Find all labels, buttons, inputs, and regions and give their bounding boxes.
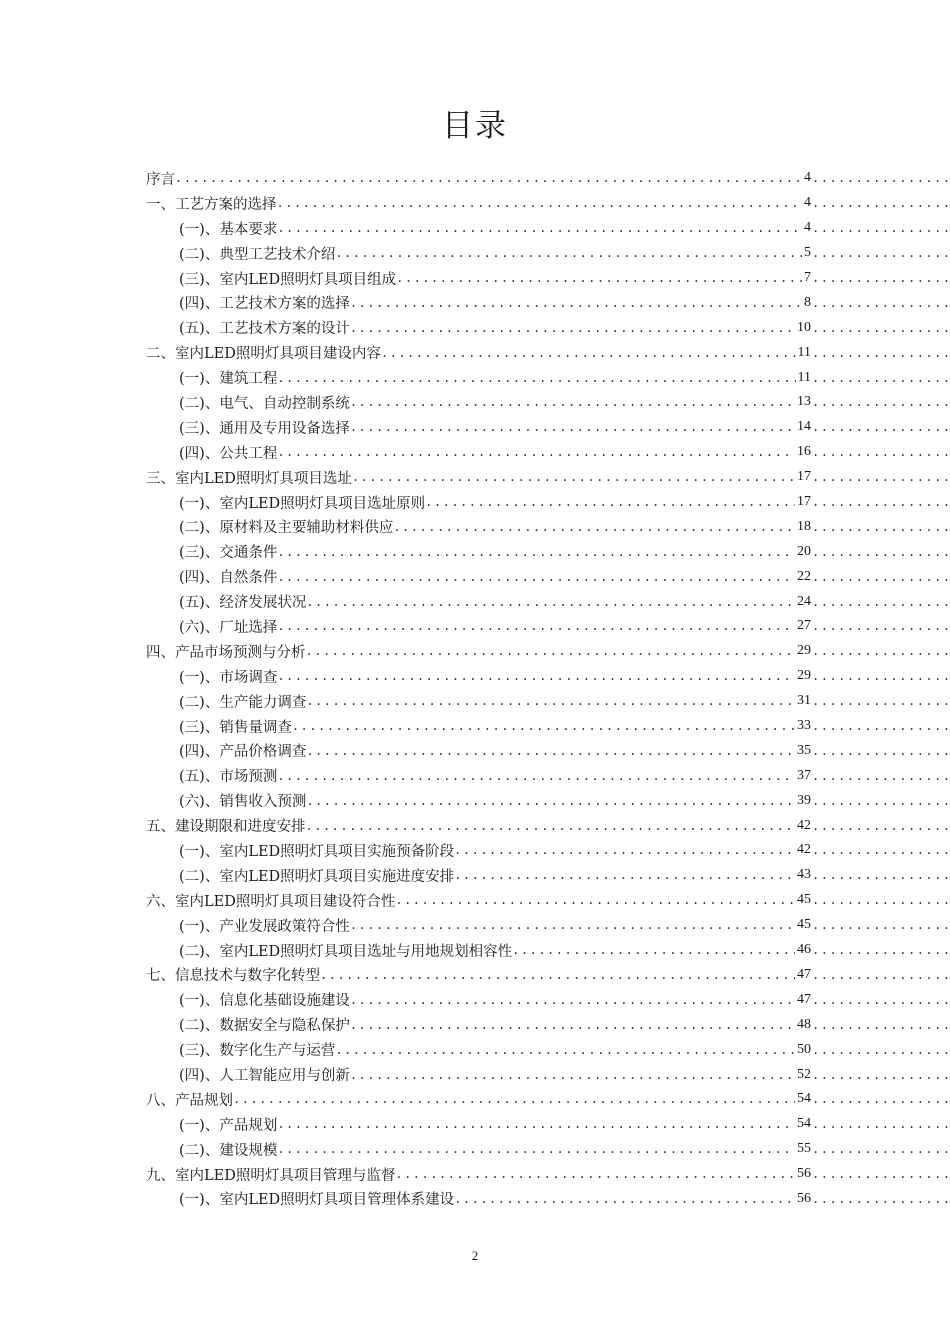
toc-entry-page-number: 10 (797, 319, 811, 335)
dot-leader (277, 669, 795, 683)
toc-entry-label: (五)、工艺技术方案的设计 (179, 321, 350, 338)
dot-leader (306, 744, 795, 758)
toc-subsection-entry[interactable] (146, 440, 950, 465)
dot-leader (277, 769, 795, 783)
toc-entry-label: (一)、室内LED照明灯具项目选址原则 (179, 495, 426, 512)
toc-entry-page-number: 13 (797, 394, 811, 410)
toc-entry-page-number: 46 (797, 942, 811, 958)
toc-entry-page-number: 17 (797, 469, 811, 485)
toc-entry-page-number: 39 (797, 792, 811, 808)
dot-leader (425, 495, 795, 509)
toc-entry-page-number: 48 (797, 1016, 811, 1032)
toc-entry-page-number: 14 (797, 419, 811, 435)
toc-entry-page-number: 29 (797, 668, 811, 684)
dot-leader (812, 1068, 950, 1082)
dot-leader (812, 744, 950, 758)
dot-leader (812, 1192, 950, 1206)
toc-entry-label: (一)、建筑工程 (179, 371, 278, 388)
toc-section-entry[interactable] (146, 963, 950, 988)
dot-leader (395, 893, 795, 907)
toc-section-entry[interactable] (146, 888, 950, 913)
dot-leader (812, 271, 950, 285)
toc-entry-label: 七、信息技术与数字化转型 (146, 968, 320, 985)
dot-leader (812, 868, 950, 882)
toc-subsection-entry[interactable] (146, 938, 950, 963)
toc-entry-label: (三)、交通条件 (179, 545, 278, 562)
dot-leader (812, 968, 950, 982)
toc-entry-page-number: 8 (804, 294, 811, 310)
dot-leader (812, 470, 950, 484)
toc-entry-page-number: 31 (797, 693, 811, 709)
toc-entry-page-number: 27 (797, 618, 811, 634)
toc-entry-label: (四)、自然条件 (179, 570, 278, 587)
toc-entry-label: (三)、通用及专用设备选择 (179, 420, 350, 437)
toc-subsection-entry[interactable] (146, 390, 950, 415)
dot-leader (306, 819, 796, 833)
dot-leader (812, 669, 950, 683)
toc-entry-label: (二)、室内LED照明灯具项目选址与用地规划相容性 (179, 943, 513, 960)
dot-leader (393, 520, 795, 534)
dot-leader (277, 196, 803, 210)
toc-subsection-entry[interactable] (146, 241, 950, 266)
toc-subsection-entry[interactable] (146, 539, 950, 564)
dot-leader (512, 943, 795, 957)
toc-subsection-entry[interactable] (146, 290, 950, 315)
toc-section-entry[interactable] (146, 639, 950, 664)
toc-entry-label: (一)、基本要求 (179, 221, 278, 238)
dot-leader (454, 1192, 795, 1206)
toc-entry-page-number: 56 (797, 1190, 811, 1206)
toc-entry-label: (四)、工艺技术方案的选择 (179, 296, 350, 313)
toc-entry-label: (五)、市场预测 (179, 769, 278, 786)
toc-entry-page-number: 54 (797, 1116, 811, 1132)
toc-entry-page-number: 4 (804, 170, 811, 186)
toc-entry-page-number: 35 (797, 742, 811, 758)
dot-leader (396, 271, 802, 285)
toc-subsection-entry[interactable] (146, 1112, 950, 1137)
toc-entry-page-number: 4 (804, 220, 811, 236)
dot-leader (335, 246, 802, 260)
toc-subsection-entry[interactable] (146, 689, 950, 714)
dot-leader (812, 819, 950, 833)
toc-subsection-entry[interactable] (146, 365, 950, 390)
toc-entry-label: 序言 (146, 171, 175, 188)
dot-leader (277, 570, 795, 584)
dot-leader (350, 321, 795, 335)
toc-subsection-entry[interactable] (146, 1137, 950, 1162)
toc-entry-label: (二)、数据安全与隐私保护 (179, 1018, 350, 1035)
dot-leader (812, 943, 950, 957)
dot-leader (306, 644, 796, 658)
page-title: 目录 (442, 108, 508, 144)
toc-entry-page-number: 29 (797, 643, 811, 659)
dot-leader (350, 1068, 795, 1082)
dot-leader (292, 719, 795, 733)
dot-leader (812, 1117, 950, 1131)
toc-entry-page-number: 55 (797, 1141, 811, 1157)
toc-subsection-entry[interactable] (146, 987, 950, 1012)
dot-leader (454, 843, 795, 857)
dot-leader (812, 246, 950, 260)
toc-subsection-entry[interactable] (146, 216, 950, 241)
toc-entry-page-number: 47 (797, 966, 811, 982)
dot-leader (320, 968, 795, 982)
toc-subsection-entry[interactable] (146, 490, 950, 515)
toc-subsection-entry[interactable] (146, 913, 950, 938)
toc-subsection-entry[interactable] (146, 415, 950, 440)
toc-entry-label: (一)、产品规划 (179, 1117, 278, 1134)
toc-subsection-entry[interactable] (146, 1187, 950, 1212)
toc-entry-label: 一、工艺方案的选择 (146, 196, 277, 213)
toc-entry-label: 八、产品规划 (146, 1092, 233, 1109)
dot-leader (812, 1167, 950, 1181)
toc-entry-label: (六)、销售收入预测 (179, 794, 307, 811)
toc-entry-page-number: 4 (804, 195, 811, 211)
toc-entry-label: 二、室内LED照明灯具项目建设内容 (146, 346, 381, 363)
toc-entry-label: (二)、生产能力调查 (179, 694, 307, 711)
toc-subsection-entry[interactable] (146, 714, 950, 739)
toc-entry-page-number: 16 (797, 444, 811, 460)
toc-subsection-entry[interactable] (146, 1012, 950, 1037)
dot-leader (812, 221, 950, 235)
toc-section-entry[interactable] (146, 340, 950, 365)
dot-leader (812, 1092, 950, 1106)
dot-leader (812, 794, 950, 808)
toc-section-entry[interactable] (146, 1087, 950, 1112)
toc-entry-page-number: 11 (797, 369, 811, 385)
toc-subsection-entry[interactable] (146, 763, 950, 788)
dot-leader (395, 1167, 795, 1181)
dot-leader (812, 445, 950, 459)
toc-entry-page-number: 7 (804, 270, 811, 285)
dot-leader (812, 196, 950, 210)
dot-leader (812, 719, 950, 733)
toc-entry-page-number: 22 (797, 568, 811, 584)
toc-entry-page-number: 50 (797, 1041, 811, 1057)
toc-entry-page-number: 24 (797, 593, 811, 609)
dot-leader (277, 221, 802, 235)
dot-leader (350, 918, 795, 932)
toc-entry-page-number: 37 (797, 767, 811, 783)
toc-entry-label: (二)、典型工艺技术介绍 (179, 246, 336, 263)
toc-entry-label: (四)、产品价格调查 (179, 744, 307, 761)
toc-entry-label: (三)、室内LED照明灯具项目组成 (179, 271, 397, 288)
toc-entry-page-number: 45 (797, 917, 811, 933)
toc-entry-label: (二)、建设规模 (179, 1142, 278, 1159)
toc-entry-page-number: 11 (797, 344, 811, 360)
toc-subsection-entry[interactable] (146, 738, 950, 763)
dot-leader (350, 1018, 795, 1032)
toc-section-entry[interactable] (146, 465, 950, 490)
toc-entry-label: (一)、室内LED照明灯具项目管理体系建设 (179, 1192, 455, 1209)
toc-entry-page-number: 5 (804, 245, 811, 261)
dot-leader (306, 794, 795, 808)
dot-leader (277, 545, 795, 559)
dot-leader (812, 595, 950, 609)
dot-leader (454, 868, 795, 882)
dot-leader (350, 993, 795, 1007)
toc-entry-page-number: 33 (797, 718, 811, 734)
dot-leader (812, 420, 950, 434)
dot-leader (306, 694, 795, 708)
dot-leader (812, 570, 950, 584)
toc-entry-label: 四、产品市场预测与分析 (146, 644, 306, 661)
toc-entry-page-number: 43 (797, 867, 811, 883)
dot-leader (277, 371, 795, 385)
toc-section-entry[interactable] (146, 166, 950, 191)
toc-entry-label: (一)、信息化基础设施建设 (179, 993, 350, 1010)
table-of-contents (146, 166, 950, 1211)
dot-leader (812, 1043, 950, 1057)
toc-entry-page-number: 42 (797, 842, 811, 858)
toc-entry-page-number: 56 (797, 1166, 811, 1182)
dot-leader (381, 346, 796, 360)
toc-entry-page-number: 47 (797, 991, 811, 1007)
toc-entry-label: (五)、经济发展状况 (179, 595, 307, 612)
toc-entry-label: 九、室内LED照明灯具项目管理与监督 (146, 1167, 396, 1184)
dot-leader (812, 171, 950, 185)
dot-leader (812, 893, 950, 907)
toc-section-entry[interactable] (146, 1162, 950, 1187)
toc-entry-page-number: 18 (797, 518, 811, 534)
toc-entry-label: (一)、市场调查 (179, 669, 278, 686)
toc-entry-label: 三、室内LED照明灯具项目选址 (146, 470, 352, 487)
dot-leader (233, 1092, 795, 1106)
dot-leader (812, 843, 950, 857)
toc-entry-page-number: 20 (797, 543, 811, 559)
toc-entry-label: (二)、室内LED照明灯具项目实施进度安排 (179, 868, 455, 885)
toc-entry-label: 五、建设期限和进度安排 (146, 819, 306, 836)
toc-entry-page-number: 42 (797, 817, 811, 833)
dot-leader (812, 395, 950, 409)
dot-leader (350, 296, 802, 310)
page-number: 2 (471, 1248, 479, 1263)
toc-entry-label: (一)、产业发展政策符合性 (179, 918, 350, 935)
toc-entry-label: (四)、人工智能应用与创新 (179, 1068, 350, 1084)
dot-leader (350, 395, 795, 409)
toc-subsection-entry[interactable] (146, 564, 950, 589)
toc-entry-label: 六、室内LED照明灯具项目建设符合性 (146, 893, 396, 910)
dot-leader (812, 371, 950, 385)
toc-subsection-entry[interactable] (146, 514, 950, 539)
dot-leader (175, 171, 802, 185)
dot-leader (812, 993, 950, 1007)
dot-leader (812, 296, 950, 310)
dot-leader (812, 619, 950, 633)
dot-leader (352, 470, 795, 484)
toc-entry-label: (六)、厂址选择 (179, 619, 278, 636)
dot-leader (812, 545, 950, 559)
dot-leader (277, 445, 795, 459)
toc-entry-page-number: 52 (797, 1066, 811, 1082)
dot-leader (335, 1043, 795, 1057)
toc-entry-label: (三)、销售量调查 (179, 719, 292, 736)
dot-leader (277, 1117, 795, 1131)
dot-leader (812, 346, 950, 360)
toc-subsection-entry[interactable] (146, 863, 950, 888)
toc-section-entry[interactable] (146, 191, 950, 216)
toc-subsection-entry[interactable] (146, 614, 950, 639)
toc-section-entry[interactable] (146, 813, 950, 838)
dot-leader (350, 420, 795, 434)
dot-leader (812, 1018, 950, 1032)
toc-subsection-entry[interactable] (146, 315, 950, 340)
dot-leader (306, 595, 795, 609)
dot-leader (812, 495, 950, 509)
dot-leader (812, 694, 950, 708)
dot-leader (812, 918, 950, 932)
dot-leader (277, 1142, 795, 1156)
dot-leader (812, 1142, 950, 1156)
toc-subsection-entry[interactable] (146, 1037, 950, 1062)
dot-leader (812, 321, 950, 335)
toc-entry-label: (三)、数字化生产与运营 (179, 1043, 336, 1060)
dot-leader (277, 619, 795, 633)
toc-subsection-entry[interactable] (146, 664, 950, 689)
toc-subsection-entry[interactable] (146, 788, 950, 813)
toc-entry-page-number: 17 (797, 494, 811, 510)
toc-subsection-entry[interactable] (146, 1062, 950, 1087)
dot-leader (812, 644, 950, 658)
toc-entry-label: (四)、公共工程 (179, 445, 278, 462)
toc-entry-page-number: 54 (797, 1091, 811, 1107)
toc-entry-page-number: 45 (797, 892, 811, 908)
dot-leader (812, 520, 950, 534)
toc-subsection-entry[interactable] (146, 266, 950, 291)
toc-subsection-entry[interactable] (146, 589, 950, 614)
toc-subsection-entry[interactable] (146, 838, 950, 863)
dot-leader (812, 769, 950, 783)
toc-entry-label: (一)、室内LED照明灯具项目实施预备阶段 (179, 843, 455, 860)
toc-entry-label: (二)、电气、自动控制系统 (179, 395, 350, 412)
toc-entry-label: (二)、原材料及主要辅助材料供应 (179, 520, 394, 537)
